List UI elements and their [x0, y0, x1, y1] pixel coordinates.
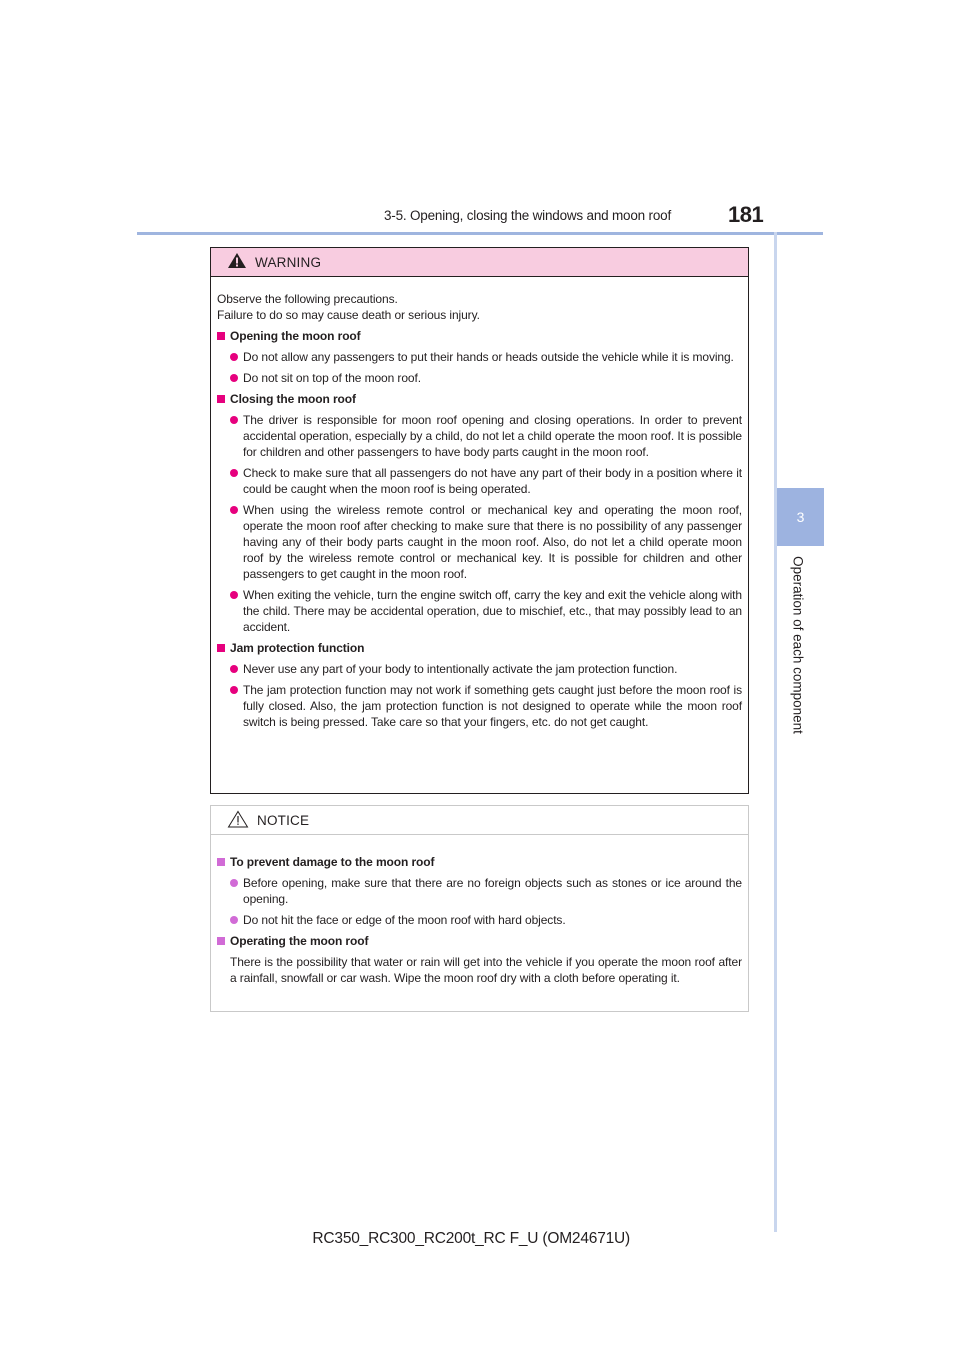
section-heading: To prevent damage to the moon roof	[217, 854, 742, 870]
chapter-number: 3	[796, 509, 805, 525]
warning-triangle-icon	[227, 252, 255, 272]
chapter-tab	[777, 488, 824, 546]
square-bullet-icon	[217, 644, 225, 652]
section-heading: Opening the moon roof	[217, 328, 742, 344]
model-code: RC350_RC300_RC200t_RC F_U (OM24671U)	[312, 1230, 630, 1247]
list-item: Check to make sure that all passengers do not have any part of their body in a position where it could be caught when the moon roof is being operated.	[217, 465, 742, 497]
list-item: Do not hit the face or edge of the moon roof with hard objects.	[217, 912, 742, 928]
section-heading: Operating the moon roof	[217, 933, 742, 949]
warning-intro-line: Observe the following precautions.	[217, 292, 398, 306]
notice-title: NOTICE	[257, 812, 310, 828]
section-title: 3-5. Opening, closing the windows and moon roof	[383, 208, 671, 223]
square-bullet-icon	[217, 937, 225, 945]
section-heading: Jam protection function	[217, 640, 742, 656]
list-item: Never use any part of your body to intentionally activate the jam protection function.	[217, 661, 742, 677]
warning-box	[210, 247, 749, 794]
warning-header	[211, 248, 748, 277]
list-item: The driver is responsible for moon roof opening and closing operations. In order to prevent accidental operation, especially by a child, do not let a child operate the moon roof. It is possible for children and other passengers to have body parts caught in the moon roof.	[217, 412, 742, 460]
round-bullet-icon	[230, 916, 238, 924]
notice-body	[211, 835, 748, 986]
list-item: Before opening, make sure that there are no foreign objects such as stones or ice around the opening.	[217, 875, 742, 907]
chapter-label: Operation of each component	[790, 556, 806, 734]
square-bullet-icon	[217, 395, 225, 403]
warning-intro-line: Failure to do so may cause death or serious injury.	[217, 308, 480, 322]
square-bullet-icon	[217, 858, 225, 866]
round-bullet-icon	[230, 469, 238, 477]
round-bullet-icon	[230, 506, 238, 514]
page-number: 181	[728, 202, 764, 227]
list-item: Do not sit on top of the moon roof.	[217, 370, 742, 386]
warning-title: WARNING	[255, 254, 322, 270]
square-bullet-icon	[217, 332, 225, 340]
round-bullet-icon	[230, 686, 238, 694]
warning-body	[211, 277, 748, 730]
round-bullet-icon	[230, 353, 238, 361]
warning-intro	[217, 291, 742, 323]
notice-box	[210, 805, 749, 1012]
list-item: When exiting the vehicle, turn the engine switch off, carry the key and exit the vehicle along with the child. There may be accidental operation, due to mischief, etc., that may possibly lead to an accident.	[217, 587, 742, 635]
list-item: The jam protection function may not work if something gets caught just before the moon roof is fully closed. Also, the jam protection function is not designed to operate while the moon roof switch is being pressed. Take care so that your fingers, etc. do not get caught.	[217, 682, 742, 730]
header-divider	[137, 232, 823, 235]
notice-triangle-icon	[227, 810, 257, 831]
paragraph: There is the possibility that water or rain will get into the vehicle if you operate the moon roof after a rainfall, snowfall or car wash. Wipe the moon roof dry with a cloth before operating it.	[230, 955, 742, 985]
list-item: Do not allow any passengers to put their hands or heads outside the vehicle while it is moving.	[217, 349, 742, 365]
side-divider	[774, 232, 777, 1232]
section-heading: Closing the moon roof	[217, 391, 742, 407]
round-bullet-icon	[230, 879, 238, 887]
notice-header	[211, 806, 748, 835]
list-item: When using the wireless remote control or mechanical key and operating the moon roof, operate the moon roof after checking to make sure that there is no possibility of any passenger having any of their body parts caught in the moon roof. Also, do not let a child operate moon roof by the wireless remote control or mechanical key. It is possible for children and other passengers to get caught in the moon roof.	[217, 502, 742, 582]
round-bullet-icon	[230, 374, 238, 382]
round-bullet-icon	[230, 665, 238, 673]
round-bullet-icon	[230, 591, 238, 599]
round-bullet-icon	[230, 416, 238, 424]
